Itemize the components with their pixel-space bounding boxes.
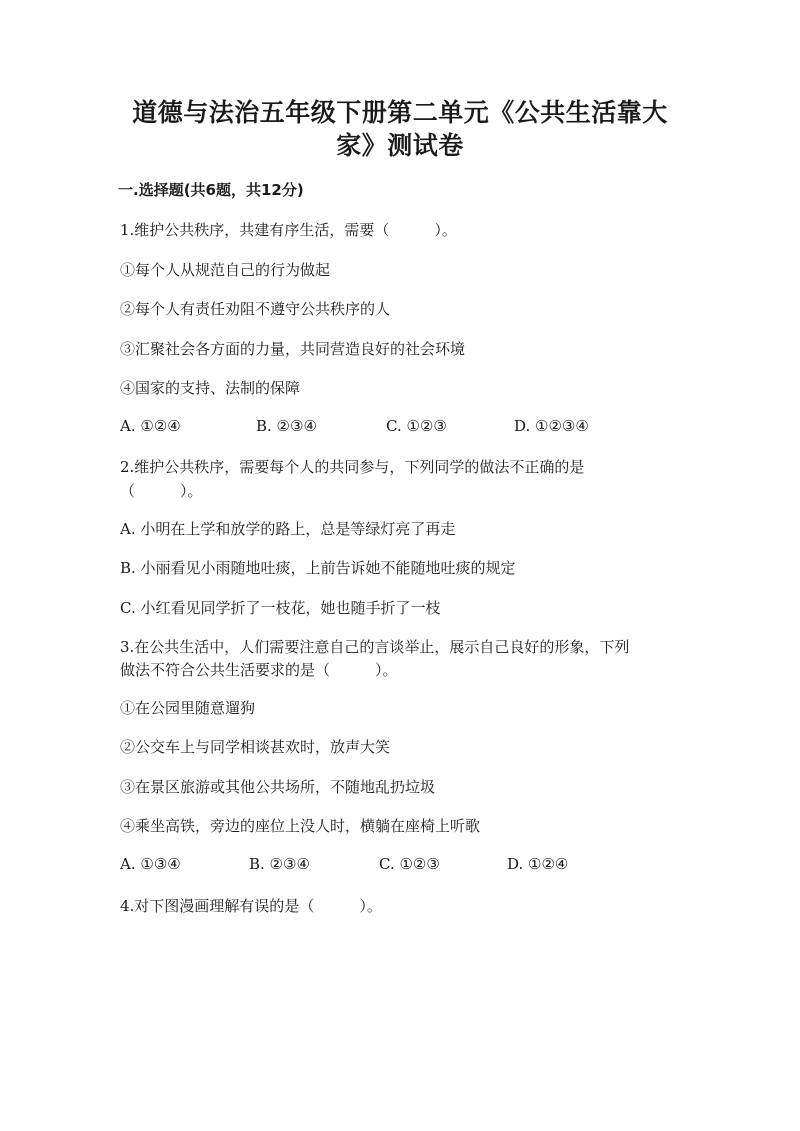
q2-choice-c[interactable]: C. 小红看见同学折了一枝花，她也随手折了一枝	[120, 599, 441, 617]
section-heading: 一.选择题(共6题，共12分)	[118, 181, 304, 199]
q2-stem-line1: 2.维护公共秩序，需要每个人的共同参与，下列同学的做法不正确的是	[120, 458, 585, 476]
q3-item-3: ③在景区旅游或其他公共场所，不随地乱扔垃圾	[120, 778, 436, 796]
q1-item-4: ④国家的支持、法制的保障	[120, 379, 301, 397]
q3-stem-line1: 3.在公共生活中，人们需要注意自己的言谈举止，展示自己良好的形象，下列	[120, 638, 630, 656]
q3-item-2: ②公交车上与同学相谈甚欢时，放声大笑	[120, 738, 391, 756]
q3-choice-a[interactable]: A. ①③④	[120, 855, 181, 873]
q3-choice-b[interactable]: B. ②③④	[249, 855, 310, 873]
q4-stem: 4.对下图漫画理解有误的是（ ）。	[120, 897, 382, 915]
q1-choice-d[interactable]: D. ①②③④	[514, 417, 589, 435]
page-title-line1: 道德与法治五年级下册第二单元《公共生活靠大	[132, 98, 668, 127]
q1-choice-a[interactable]: A. ①②④	[120, 417, 181, 435]
q3-stem-line2: 做法不符合公共生活要求的是（ ）。	[120, 661, 398, 679]
q2-stem-line2: （ ）。	[120, 482, 203, 500]
q1-stem: 1.维护公共秩序，共建有序生活，需要（ ）。	[120, 221, 457, 239]
q2-choice-a[interactable]: A. 小明在上学和放学的路上，总是等绿灯亮了再走	[120, 520, 456, 538]
q3-choice-c[interactable]: C. ①②③	[379, 855, 440, 873]
q3-choice-d[interactable]: D. ①②④	[507, 855, 569, 873]
q1-item-1: ①每个人从规范自己的行为做起	[120, 261, 331, 279]
page-title-line2: 家》测试卷	[336, 131, 464, 160]
q1-choice-b[interactable]: B. ②③④	[256, 417, 317, 435]
q3-item-1: ①在公园里随意遛狗	[120, 699, 256, 717]
q3-item-4: ④乘坐高铁，旁边的座位上没人时，横躺在座椅上听歌	[120, 817, 481, 835]
q1-item-2: ②每个人有责任劝阻不遵守公共秩序的人	[120, 300, 391, 318]
q1-item-3: ③汇聚社会各方面的力量，共同营造良好的社会环境	[120, 340, 466, 358]
q1-choice-c[interactable]: C. ①②③	[386, 417, 447, 435]
q2-choice-b[interactable]: B. 小丽看见小雨随地吐痰，上前告诉她不能随地吐痰的规定	[120, 559, 516, 577]
